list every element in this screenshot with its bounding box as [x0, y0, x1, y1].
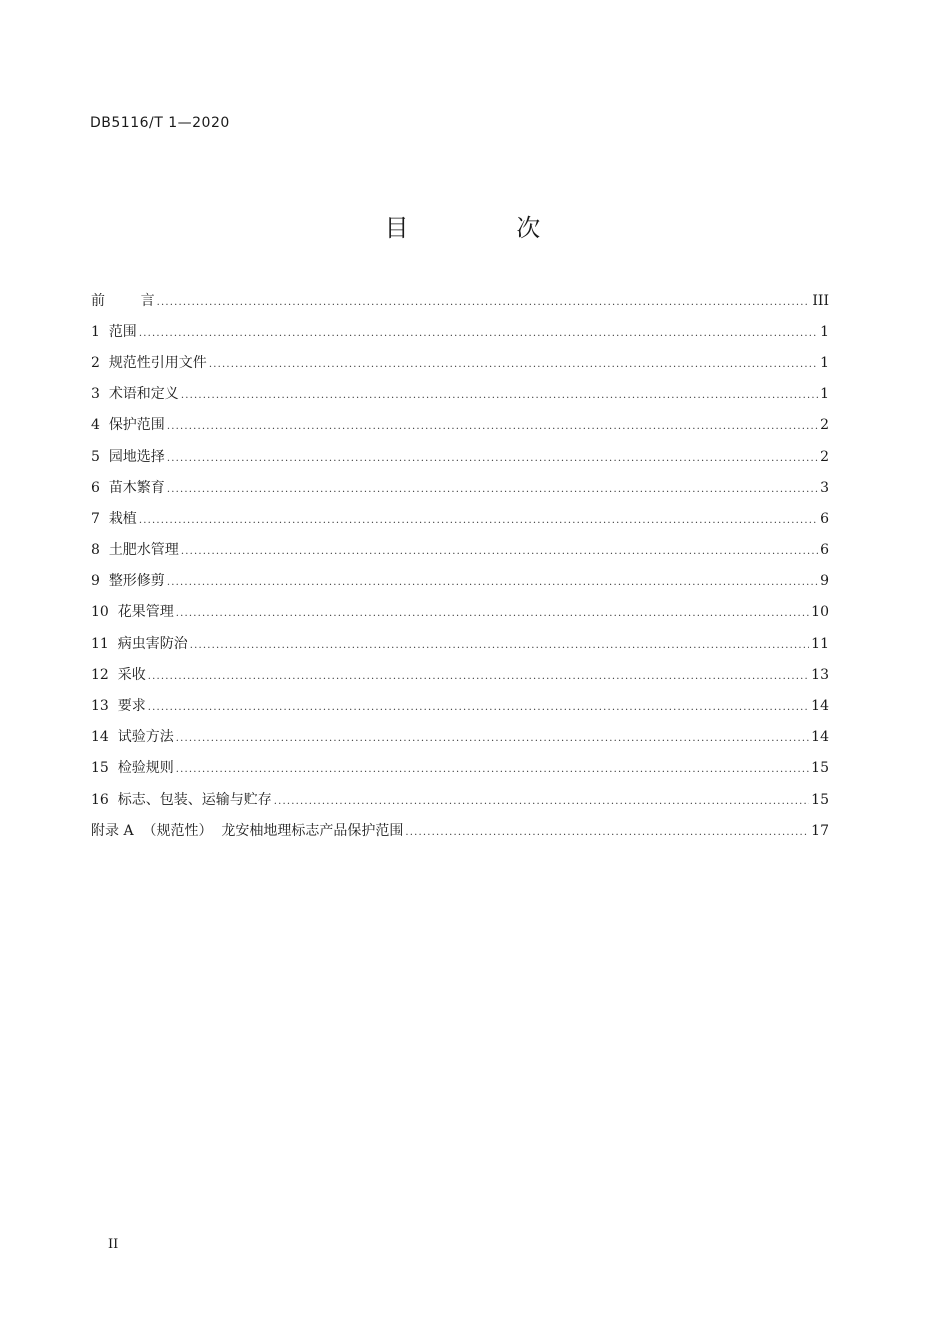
- toc-entry[interactable]: [91, 659, 829, 690]
- toc-entry[interactable]: [91, 472, 829, 503]
- toc-entry-page: 15: [811, 791, 829, 808]
- toc-entry-number: 10: [91, 604, 118, 621]
- toc-entry-number: 7: [91, 510, 109, 527]
- toc-leader-dots: [176, 606, 809, 622]
- toc-entry-number: 4: [91, 417, 109, 434]
- toc-entry-label: 范围: [108, 323, 137, 340]
- table-of-contents: [91, 285, 829, 846]
- toc-entry[interactable]: [91, 410, 829, 441]
- toc-entry[interactable]: [91, 535, 829, 566]
- toc-entry-page: 1: [820, 386, 829, 403]
- toc-entry-page: 14: [811, 698, 829, 715]
- toc-leader-dots: [167, 451, 818, 467]
- toc-leader-dots: [176, 762, 809, 778]
- toc-leader-dots: [167, 419, 818, 435]
- toc-entry-number: 11: [91, 635, 118, 652]
- toc-leader-dots: [167, 482, 818, 498]
- toc-entry[interactable]: [91, 379, 829, 410]
- toc-leader-dots: [181, 544, 818, 560]
- toc-entry-label: 采收: [117, 666, 146, 683]
- toc-entry[interactable]: [91, 441, 829, 472]
- toc-entry-appendix-a[interactable]: [91, 815, 829, 846]
- toc-entry[interactable]: [91, 503, 829, 534]
- toc-entry[interactable]: [91, 316, 829, 347]
- toc-entry-label: 试验方法: [117, 729, 174, 746]
- toc-entry-label: 检验规则: [117, 760, 174, 777]
- toc-entry-number: 13: [91, 698, 118, 715]
- toc-entry-foreword[interactable]: [91, 285, 829, 316]
- toc-entry-page: 1: [820, 354, 829, 371]
- toc-leader-dots: [148, 700, 809, 716]
- toc-entry[interactable]: [91, 753, 829, 784]
- toc-entry[interactable]: [91, 784, 829, 815]
- toc-entry[interactable]: [91, 347, 829, 378]
- toc-entry-page: 2: [820, 448, 829, 465]
- toc-entry-label: 言: [105, 292, 155, 309]
- document-code: DB5116/T 1—2020: [90, 115, 230, 131]
- toc-entry-label: 花果管理: [117, 604, 174, 621]
- toc-entry-page: 13: [811, 666, 829, 683]
- toc-entry[interactable]: [91, 628, 829, 659]
- toc-entry-label: 苗木繁育: [108, 479, 165, 496]
- toc-entry-label: 栽植: [108, 510, 137, 527]
- toc-entry-number: 8: [91, 542, 109, 559]
- toc-entry-page: 15: [811, 760, 829, 777]
- toc-title: 目 次: [384, 214, 591, 242]
- toc-entry-number: 15: [91, 760, 118, 777]
- toc-leader-dots: [405, 825, 809, 841]
- toc-leader-dots: [190, 638, 809, 654]
- toc-entry-page: 6: [820, 510, 829, 527]
- toc-entry-number: 前: [91, 292, 105, 309]
- toc-entry-page: 17: [811, 822, 829, 839]
- toc-entry-label: 土肥水管理: [108, 542, 179, 559]
- toc-leader-dots: [148, 669, 809, 685]
- toc-entry-page: 6: [820, 542, 829, 559]
- toc-entry-number: 12: [91, 666, 118, 683]
- toc-entry[interactable]: [91, 722, 829, 753]
- toc-entry-page: 2: [820, 417, 829, 434]
- toc-entry-number: 附录 A: [91, 822, 143, 839]
- toc-entry-page: 1: [820, 323, 829, 340]
- toc-leader-dots: [157, 295, 811, 311]
- toc-leader-dots: [139, 513, 818, 529]
- toc-entry-page: III: [812, 292, 829, 309]
- toc-entry-number: 14: [91, 729, 118, 746]
- toc-entry-label: （规范性） 龙安柚地理标志产品保护范围: [142, 822, 404, 839]
- toc-leader-dots: [176, 731, 809, 747]
- toc-leader-dots: [181, 388, 818, 404]
- toc-entry-page: 10: [811, 604, 829, 621]
- toc-entry-page: 3: [820, 479, 829, 496]
- toc-entry-number: 3: [91, 386, 109, 403]
- toc-entry-number: 9: [91, 573, 109, 590]
- toc-entry-number: 6: [91, 479, 109, 496]
- toc-entry-label: 整形修剪: [108, 573, 165, 590]
- toc-leader-dots: [139, 326, 818, 342]
- toc-entry-label: 术语和定义: [108, 386, 179, 403]
- toc-entry-number: 5: [91, 448, 109, 465]
- toc-entry-label: 要求: [117, 698, 146, 715]
- toc-entry-page: 14: [811, 729, 829, 746]
- toc-entry-page: 9: [820, 573, 829, 590]
- toc-entry-number: 16: [91, 791, 118, 808]
- page-number: II: [108, 1237, 119, 1252]
- toc-entry[interactable]: [91, 690, 829, 721]
- toc-entry-label: 病虫害防治: [117, 635, 188, 652]
- toc-leader-dots: [209, 357, 818, 373]
- toc-entry-number: 1: [91, 323, 109, 340]
- toc-entry-label: 规范性引用文件: [108, 354, 207, 371]
- toc-leader-dots: [167, 575, 818, 591]
- toc-entry-label: 保护范围: [108, 417, 165, 434]
- toc-entry[interactable]: [91, 566, 829, 597]
- toc-entry-label: 标志、包装、运输与贮存: [117, 791, 272, 808]
- toc-leader-dots: [274, 794, 809, 810]
- toc-entry-page: 11: [811, 635, 829, 652]
- toc-entry[interactable]: [91, 597, 829, 628]
- toc-entry-label: 园地选择: [108, 448, 165, 465]
- toc-entry-number: 2: [91, 354, 109, 371]
